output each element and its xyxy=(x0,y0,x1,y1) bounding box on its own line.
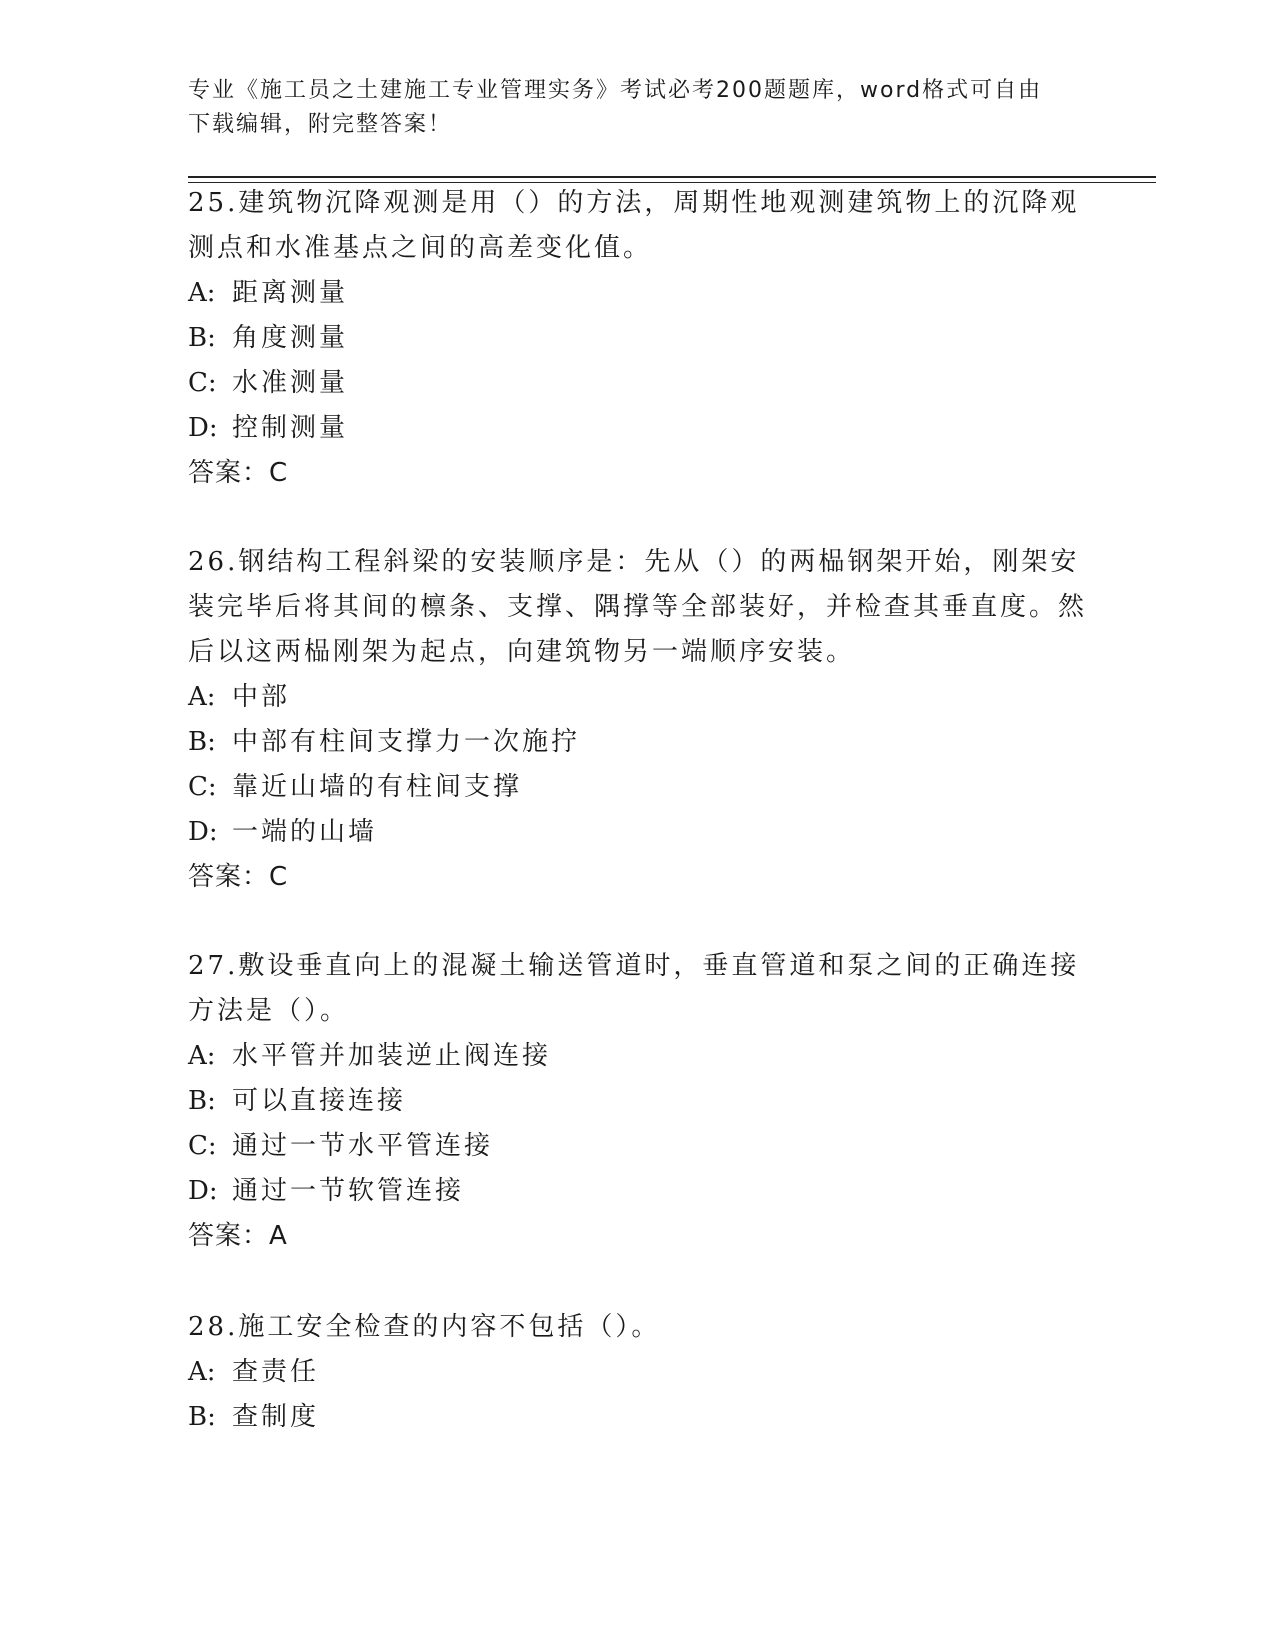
question-text: 25.建筑物沉降观测是用（）的方法，周期性地观测建筑物上的沉降观测点和水准基点之间的高差变化值。 xyxy=(188,188,1080,263)
option-c: C: 靠近山墙的有柱间支撑 xyxy=(188,772,523,802)
header-line-2: 下载编辑，附完整答案！ xyxy=(188,112,453,137)
option-b: B: 中部有柱间支撑力一次施拧 xyxy=(188,727,581,757)
option-a: A: 距离测量 xyxy=(188,278,349,308)
header-divider-thick xyxy=(188,176,1156,178)
option-b: B: 查制度 xyxy=(188,1402,320,1432)
question-27 xyxy=(188,944,1088,1259)
option-d: D: 控制测量 xyxy=(188,413,349,443)
option-c: C: 通过一节水平管连接 xyxy=(188,1131,494,1161)
question-26 xyxy=(188,540,1088,900)
option-a: A: 中部 xyxy=(188,682,291,712)
answer: 答案：C xyxy=(188,862,289,892)
option-c: C: 水准测量 xyxy=(188,368,349,398)
option-d: D: 一端的山墙 xyxy=(188,817,378,847)
question-text: 27.敷设垂直向上的混凝土输送管道时，垂直管道和泵之间的正确连接方法是（）。 xyxy=(188,951,1080,1026)
question-text: 26.钢结构工程斜梁的安装顺序是：先从（）的两榀钢架开始，刚架安装完毕后将其间的檩条、支撑、隅撑等全部装好，并检查其垂直度。然后以这两榀刚架为起点，向建筑物另一端顺序安装。 xyxy=(188,547,1088,667)
question-25 xyxy=(188,181,1088,496)
answer: 答案：A xyxy=(188,1221,288,1251)
question-text: 28.施工安全检查的内容不包括（）。 xyxy=(188,1312,661,1342)
option-a: A: 查责任 xyxy=(188,1357,320,1387)
answer: 答案：C xyxy=(188,458,289,488)
document-header xyxy=(188,74,1088,142)
header-line-1: 专业《施工员之土建施工专业管理实务》考试必考200题题库，word格式可自由 xyxy=(188,78,1043,103)
question-28 xyxy=(188,1305,1088,1440)
option-a: A: 水平管并加装逆止阀连接 xyxy=(188,1041,552,1071)
option-d: D: 通过一节软管连接 xyxy=(188,1176,465,1206)
option-b: B: 角度测量 xyxy=(188,323,349,353)
option-b: B: 可以直接连接 xyxy=(188,1086,407,1116)
